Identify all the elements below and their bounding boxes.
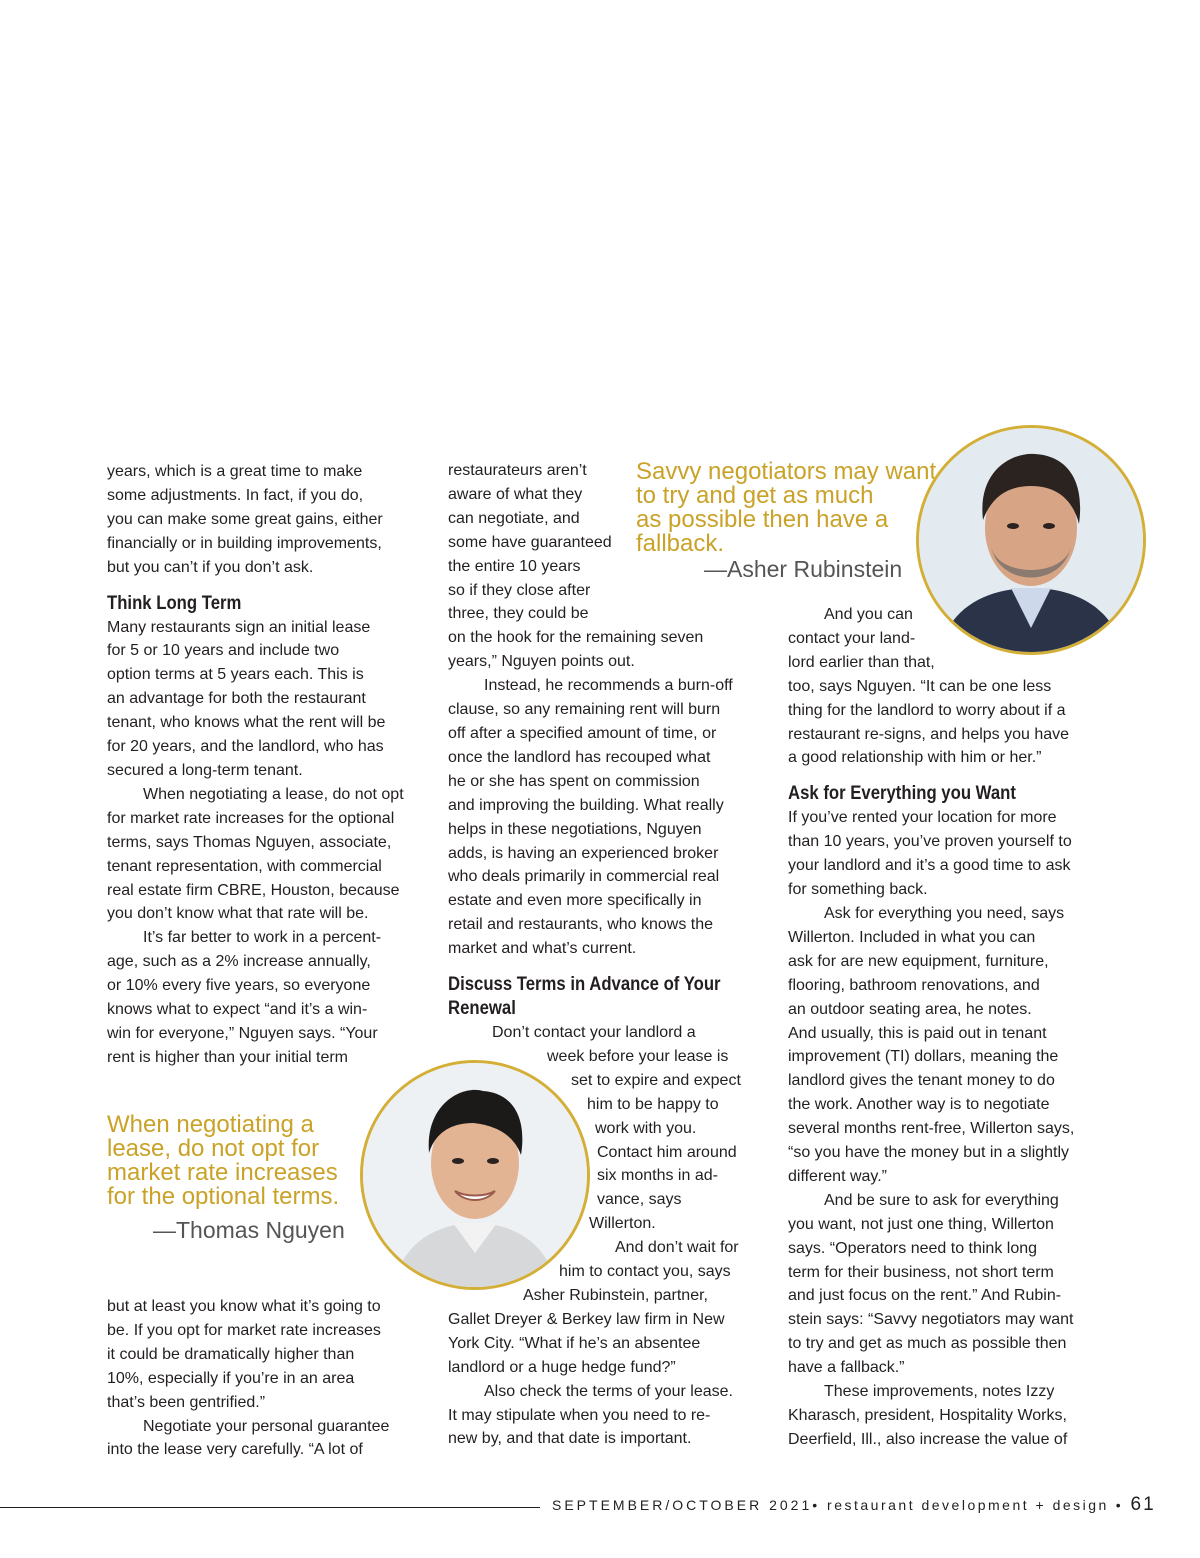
pull-quote-attribution: —Thomas Nguyen: [153, 1217, 345, 1243]
paragraph: but at least you know what it’s going to be. If you opt for market rate increases it could be dramatically higher than 10%, especially if you’re in an area that’s been gentrified.”: [107, 1298, 381, 1411]
paragraph: It’s far better to work in a percent- age, such as a 2% increase annually, or 10% every five years, so everyone knows what to expect “and it’s a win- win for everyone,” Nguyen says. “Your rent is higher than your initial term: [107, 929, 382, 1066]
paragraph: And be sure to ask for everything you want, not just one thing, Willerton says. “Operators need to think long term for their business, not short term and just focus on the rent.” And Rubin- stein says: “Savvy negotiators may want to try and get as much as possible then have a fallback.”: [788, 1191, 1074, 1377]
page-footer: [552, 1494, 1156, 1516]
section-heading: Discuss Terms in Advance of Your Renewal: [448, 974, 721, 1020]
article-column-1-continued: [107, 1295, 417, 1462]
paragraph: restaurateurs aren’t aware of what they can negotiate, and some have guaranteed the entire 10 years so if they close after three, they could be on the hook for the remaining seven years,” Nguyen points out.: [448, 462, 704, 671]
article-column-1: [107, 460, 417, 1070]
pull-quote-attribution: —Asher Rubinstein: [704, 556, 903, 582]
page-number: 61: [1130, 1494, 1156, 1515]
paragraph: Instead, he recommends a burn-off clause, so any remaining rent will burn off after a specified amount of time, or once the landlord has recouped what he or she has spent on commission and improving the building. What really helps in these negotiations, Nguyen adds, is having an experienced broker who deals primarily in commercial real estate and even more specifically in retail and restaurants, who knows the market and what’s current.: [448, 677, 733, 958]
paragraph: Negotiate your personal guarantee into the lease very carefully. “A lot of: [107, 1417, 390, 1459]
paragraph: Many restaurants sign an initial lease for 5 or 10 years and include two option terms at 5 years each. This is an advantage for both the restaurant tenant, who knows what the rent will be for 20 years, and the landlord, who has secured a long-term tenant.: [107, 618, 386, 779]
magazine-name: restaurant development + design: [827, 1497, 1109, 1513]
footer-rule: [0, 1507, 540, 1508]
paragraph: years, which is a great time to make some adjustments. In fact, if you do, you can make some great gains, either financially or in building improvements, but you can’t if you don’t ask.: [107, 463, 383, 576]
section-heading: Think Long Term: [107, 592, 242, 614]
issue-date: SEPTEMBER/OCTOBER 2021: [552, 1497, 813, 1513]
article-column-3: [788, 603, 1098, 1452]
paragraph: When negotiating a lease, do not opt for market rate increases for the optional terms, says Thomas Nguyen, associate, tenant representation, with commercial real estate firm CBRE, Houston, because you don’t know what that rate will be.: [107, 785, 404, 923]
paragraph: Also check the terms of your lease. It may stipulate when you need to re- new by, and that date is important.: [448, 1382, 733, 1448]
paragraph: These improvements, notes Izzy Kharasch, president, Hospitality Works, Deerfield, Ill., also increase the value of: [788, 1383, 1068, 1448]
paragraph: And don’t wait for him to contact you, says Asher Rubinstein, partner, Gallet Dreyer & Berkey law firm in New York City. “What if he’s an absentee landlord or a huge hedge fund?”: [448, 1239, 739, 1376]
paragraph: Ask for everything you need, says Willerton. Included in what you can ask for are new equipment, furniture, flooring, bathroom renovations, and an outdoor seating area, he notes. And usually, this is paid out in tenant improvement (TI) dollars, meaning the landlord gives the tenant money to do the work. Another way is to negotiate several months rent-free, Willerton says, “so you have the money but in a slightly different way.”: [788, 904, 1075, 1185]
paragraph: Don’t contact your landlord a week before your lease is set to expire and expect him to be happy to work with you. Contact him around six months in ad- vance, says Willerton.: [492, 1024, 741, 1233]
footer-bullet: •: [812, 1497, 821, 1513]
footer-bullet: •: [1115, 1497, 1124, 1513]
pull-quote-nguyen: When negotiating a lease, do not opt for market rate increases for the optional terms. —Thomas Nguyen: [107, 1113, 367, 1244]
article-column-2: [448, 459, 758, 1451]
paragraph: And you can contact your land- lord earlier than that, too, says Nguyen. “It can be one less thing for the landlord to worry about if a restaurant re-signs, and helps you have a good relationship with him or her.”: [788, 606, 1070, 767]
paragraph: If you’ve rented your location for more than 10 years, you’ve proven yourself to your landlord and it’s a good time to ask for something back.: [788, 809, 1072, 899]
section-heading: Ask for Everything you Want: [788, 783, 1016, 805]
pull-quote-rubinstein: Savvy negotiators may want to try and get as much as possible then have a fallback. —Asher Rubinstein: [636, 458, 937, 582]
